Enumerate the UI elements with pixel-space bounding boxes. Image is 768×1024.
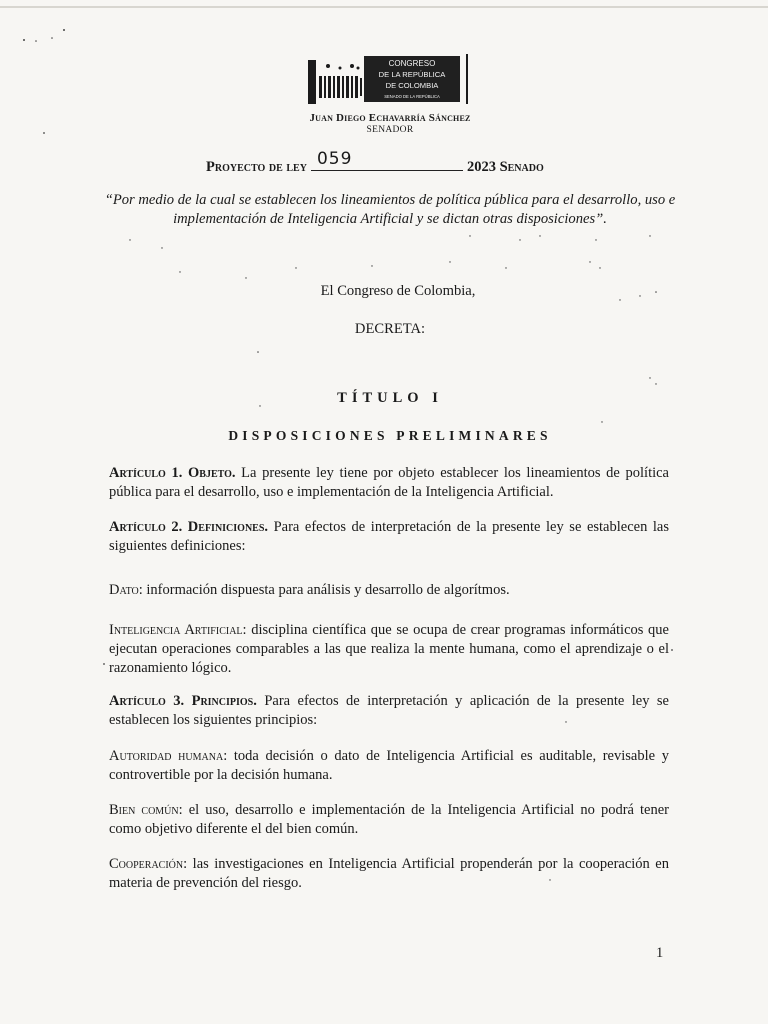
page-number: 1 xyxy=(656,945,664,961)
seal-line-4: SENADO DE LA REPÚBLICA xyxy=(384,94,440,99)
article-2 xyxy=(109,518,669,556)
principle-autoridad xyxy=(109,747,669,785)
article-1-lead: Artículo 1. Objeto. xyxy=(109,465,236,481)
author-role: SENADOR xyxy=(366,125,414,135)
congress-line: El Congreso de Colombia, xyxy=(320,283,476,299)
bill-year-chamber: 2023 Senado xyxy=(466,159,544,175)
principle-cooperacion-text: : las investigaciones en Inteligencia Artificial propenderán por la cooperación en materia de prevención del riesgo. xyxy=(109,856,669,891)
seal-line-1: CONGRESO xyxy=(388,59,436,68)
principle-bien-comun xyxy=(109,801,669,839)
principle-bien-comun-term: Bien común xyxy=(109,802,179,818)
section-heading: DISPOSICIONES PRELIMINARES xyxy=(228,428,552,443)
senate-seal-stamp xyxy=(306,50,472,108)
bill-number-handwritten: 059 xyxy=(316,149,353,169)
principle-autoridad-text: : toda decisión o dato de Inteligencia Artificial es auditable, revisable y controvertible por la decisión humana. xyxy=(109,748,669,783)
principle-bien-comun-text: : el uso, desarrollo e implementación de la Inteligencia Artificial no podrá tener como objetivo diferente el del bien común. xyxy=(109,802,670,837)
bill-label: Proyecto de ley xyxy=(206,159,307,175)
definition-dato-text: : información dispuesta para análisis y desarrollo de algorítmos. xyxy=(138,582,510,598)
article-3 xyxy=(109,692,669,730)
title-heading: TÍTULO I xyxy=(337,390,443,406)
article-2-lead: Artículo 2. Definiciones. xyxy=(109,519,269,535)
definition-dato xyxy=(109,581,669,600)
definition-ia xyxy=(109,621,669,678)
author-name: Juan Diego Echavarría Sánchez xyxy=(309,112,471,124)
article-3-text: Para efectos de interpretación y aplicación de la presente ley se establecen los siguientes principios: xyxy=(109,693,669,728)
article-1-text: La presente ley tiene por objeto establecer los lineamientos de política pública para el desarrollo, uso e implementación de la Inteligencia Artificial. xyxy=(109,465,669,500)
bill-heading xyxy=(206,149,544,176)
bill-number-blank xyxy=(311,149,463,171)
principle-cooperacion xyxy=(109,855,669,893)
definition-ia-text: : disciplina científica que se ocupa de crear programas informáticos que ejecutan operaciones comparables a las que realiza la mente humana, como el aprendizaje o el razonamiento lógico. xyxy=(109,622,669,676)
definition-ia-term: Inteligencia Artificial xyxy=(109,622,243,638)
decree-line: DECRETA: xyxy=(354,321,426,337)
seal-line-3: DE COLOMBIA xyxy=(385,81,439,90)
principle-autoridad-term: Autoridad humana xyxy=(109,748,224,764)
bill-epigraph: “Por medio de la cual se establecen los lineamientos de política pública para el desarrollo, uso e implementación de Inteligencia Artificial y se dictan otras disposiciones”. xyxy=(104,192,676,227)
article-2-text: Para efectos de interpretación de la presente ley se establecen las siguientes definiciones: xyxy=(109,519,669,554)
definition-dato-term: Dato xyxy=(109,582,139,598)
article-3-lead: Artículo 3. Principios. xyxy=(109,693,257,709)
principle-cooperacion-term: Cooperación xyxy=(109,856,184,872)
article-1 xyxy=(109,464,669,502)
seal-line-2: DE LA REPÚBLICA xyxy=(378,70,446,79)
